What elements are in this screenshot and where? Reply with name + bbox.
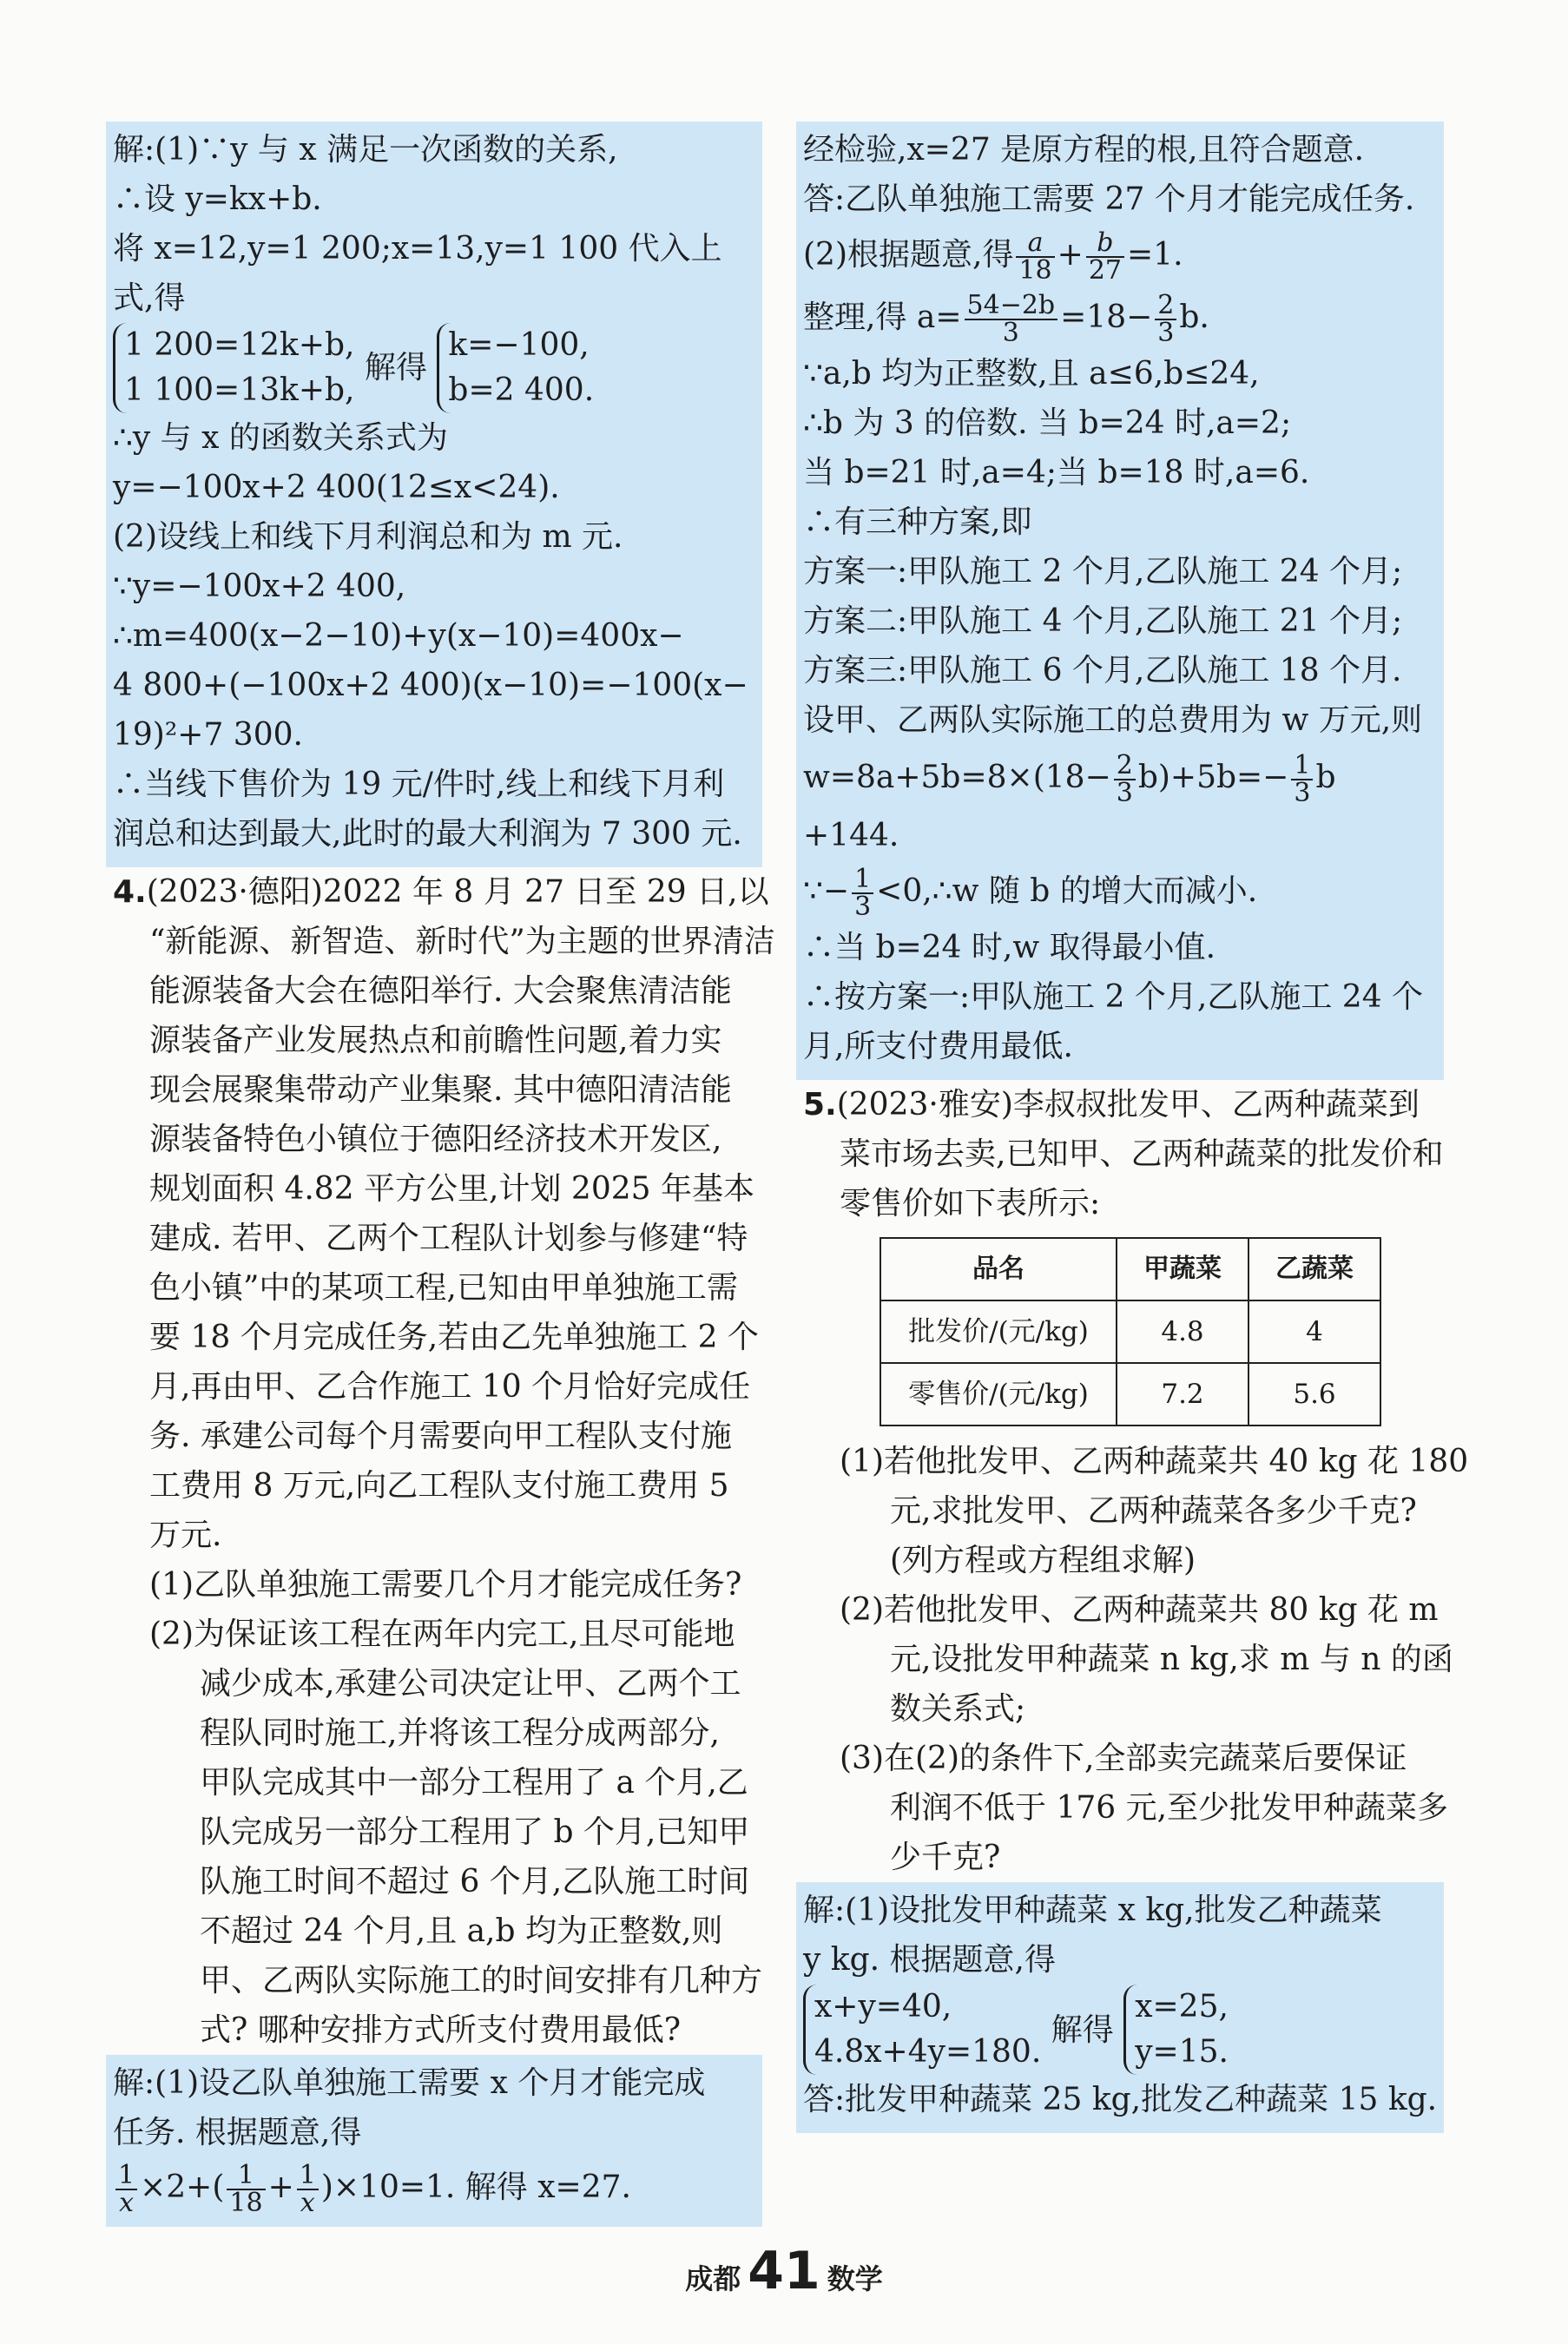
sub-question-line: 队施工时间不超过 6 个月,乙队施工时间: [200, 1864, 750, 1900]
sub-question-line: 利润不低于 176 元,至少批发甲种蔬菜多: [890, 1790, 1449, 1826]
question-line: 能源装备大会在德阳举行. 大会聚焦清洁能: [149, 973, 732, 1009]
page-footer: [0, 2241, 1568, 2304]
fraction: $\frac{54-2b}{3}$: [965, 293, 1058, 346]
question-line: 万元.: [149, 1518, 222, 1553]
sub-question-line: 甲、乙两队实际施工的时间安排有几种方: [200, 1963, 763, 1998]
fraction: $\frac{1}{x}$: [115, 2163, 137, 2216]
solution-line: ∴b 为 3 的倍数. 当 b=24 时,a=2;: [803, 405, 1292, 441]
footer-subject: 数学: [827, 2262, 883, 2295]
solution-line: 解:(1)∵y 与 x 满足一次函数的关系,: [113, 132, 618, 168]
fraction: $\frac{2}{3}$: [1155, 293, 1176, 346]
solution-line: ∴当 b=24 时,w 取得最小值.: [803, 930, 1216, 965]
solution-line: 19)²+7 300.: [113, 717, 303, 753]
right-column: [803, 122, 1469, 2133]
question-line: 色小镇”中的某项工程,已知由甲单独施工需: [149, 1270, 738, 1306]
sub-question-1: (1)乙队单独施工需要几个月才能完成任务?: [149, 1567, 742, 1603]
equation-system-row: 1 200=12k+b, 1 100=13k+b, 解得 k=−100, b=2 400.: [113, 323, 755, 413]
equation-line: $\frac{1}{x}$ ×2+( $\frac{1}{18}$ + $\frac{1}{x}$ )×10=1. 解得 x=27.: [113, 2157, 755, 2218]
equation-system-result: k=−100, b=2 400.: [437, 323, 594, 413]
equation-line: ∵− $\frac{1}{3}$ <0,∴w 随 b 的增大而减小.: [803, 864, 1258, 922]
fraction: $\frac{1}{3}$: [852, 866, 873, 920]
question-line: 建成. 若甲、乙两个工程队计划参与修建“特: [149, 1221, 748, 1256]
sub-question-2: (2)为保证该工程在两年内完工,且尽可能地: [149, 1616, 735, 1652]
solution-line: 设甲、乙两队实际施工的总费用为 w 万元,则: [803, 702, 1423, 738]
sub-question-line: (列方程或方程组求解): [890, 1543, 1196, 1578]
solution-q3-block: [106, 122, 762, 867]
equation-line: (2)根据题意,得 $\frac{a}{18}$ + $\frac{b}{27}$ =1.: [803, 227, 1183, 286]
equation-system: 1 200=12k+b, 1 100=13k+b,: [113, 323, 355, 413]
solution-line: 解:(1)设乙队单独施工需要 x 个月才能完成: [113, 2065, 706, 2101]
equation-line: 整理,得 a= $\frac{54-2b}{3}$ =18− $\frac{2}{3}$ b.: [803, 290, 1209, 348]
question-number: 5.: [803, 1087, 837, 1123]
solution-line: 方案三:甲队施工 6 个月,乙队施工 18 个月.: [803, 653, 1402, 688]
equation-system: x+y=40, 4.8x+4y=180.: [803, 1985, 1041, 2075]
question-line: (2023·雅安)李叔叔批发甲、乙两种蔬菜到: [836, 1087, 1420, 1123]
question-line: 务. 承建公司每个月需要向甲工程队支付施: [149, 1419, 732, 1454]
table-header: 甲蔬菜: [1117, 1238, 1248, 1300]
solution-line: ∴按方案一:甲队施工 2 个月,乙队施工 24 个: [803, 979, 1424, 1015]
fraction: $\frac{1}{18}$: [227, 2163, 265, 2216]
table-cell: 5.6: [1248, 1363, 1380, 1425]
question-line: (2023·德阳)2022 年 8 月 27 日至 29 日,以: [146, 874, 769, 910]
sub-question-line: 式? 哪种安排方式所支付费用最低?: [200, 2012, 682, 2048]
equation-system-result: x=25, y=15.: [1123, 1985, 1229, 2075]
left-column: [113, 122, 775, 2227]
table-cell: 批发价/(元/kg): [880, 1300, 1117, 1363]
question-line: “新能源、新智造、新时代”为主题的世界清洁: [149, 924, 775, 959]
question-line: 工费用 8 万元,向乙工程队支付施工费用 5: [149, 1468, 729, 1504]
question-line: 月,再由甲、乙合作施工 10 个月恰好完成任: [149, 1369, 751, 1405]
sub-question-line: 数关系式;: [890, 1691, 1026, 1727]
question-line: 要 18 个月完成任务,若由乙先单独施工 2 个: [149, 1320, 759, 1355]
table-cell: 4.8: [1117, 1300, 1248, 1363]
fraction: $\frac{1}{x}$: [297, 2163, 319, 2216]
price-table: [880, 1237, 1381, 1426]
sub-question-2: (2)若他批发甲、乙两种蔬菜共 80 kg 花 m: [840, 1592, 1439, 1628]
solution-line: y kg. 根据题意,得: [803, 1942, 1056, 1978]
question-line: 规划面积 4.82 平方公里,计划 2025 年基本: [149, 1171, 754, 1207]
sub-question-line: 程队同时施工,并将该工程分成两部分,: [200, 1715, 720, 1751]
solution-line: 方案二:甲队施工 4 个月,乙队施工 21 个月;: [803, 603, 1403, 639]
table-row: [880, 1300, 1380, 1363]
equation-line: w=8a+5b=8×(18− $\frac{2}{3}$ b)+5b=− $\frac{1}{3}$ b: [803, 750, 1336, 808]
question-4: [113, 867, 775, 2055]
solution-line: 经检验,x=27 是原方程的根,且符合题意.: [803, 132, 1365, 168]
solution-line: y=−100x+2 400(12≤x<24).: [113, 470, 560, 505]
table-cell: 7.2: [1117, 1363, 1248, 1425]
solution-line: 方案一:甲队施工 2 个月,乙队施工 24 个月;: [803, 554, 1403, 589]
solution-line: 将 x=12,y=1 200;x=13,y=1 100 代入上: [113, 231, 722, 267]
sub-question-line: 队完成另一部分工程用了 b 个月,已知甲: [200, 1814, 750, 1850]
question-line: 菜市场去卖,已知甲、乙两种蔬菜的批发价和: [840, 1136, 1444, 1172]
solution-line: ∵a,b 均为正整数,且 a≤6,b≤24,: [803, 356, 1260, 392]
sub-question-line: 不超过 24 个月,且 a,b 均为正整数,则: [200, 1913, 723, 1949]
solution-line: ∴y 与 x 的函数关系式为: [113, 420, 448, 456]
table-cell: 零售价/(元/kg): [880, 1363, 1117, 1425]
question-number: 4.: [113, 874, 147, 910]
table-cell: 4: [1248, 1300, 1380, 1363]
solution-line: 解:(1)设批发甲种蔬菜 x kg,批发乙种蔬菜: [803, 1893, 1382, 1928]
table-header: 品名: [880, 1238, 1117, 1300]
solution-line: 任务. 根据题意,得: [113, 2115, 362, 2150]
solution-line: ∴设 y=kx+b.: [113, 181, 322, 217]
page-number: 41: [748, 2241, 820, 2301]
solution-line: 月,所支付费用最低.: [803, 1029, 1073, 1064]
question-line: 源装备特色小镇位于德阳经济技术开发区,: [149, 1122, 722, 1157]
sub-question-line: 元,设批发甲种蔬菜 n kg,求 m 与 n 的函: [890, 1642, 1453, 1677]
table-row: [880, 1363, 1380, 1425]
solution-line: +144.: [803, 818, 899, 853]
solution-q5: [796, 1882, 1444, 2133]
solution-q4-start: [106, 2055, 762, 2227]
sub-question-line: 甲队完成其中一部分工程用了 a 个月,乙: [200, 1765, 748, 1801]
solution-line: 润总和达到最大,此时的最大利润为 7 300 元.: [113, 816, 742, 852]
solution-line: ∴有三种方案,即: [803, 504, 1032, 540]
solution-line: (2)设线上和线下月利润总和为 m 元.: [113, 519, 623, 555]
fraction: $\frac{a}{18}$: [1016, 230, 1054, 284]
solution-line: ∴当线下售价为 19 元/件时,线上和线下月利: [113, 767, 725, 802]
question-line: 源装备产业发展热点和前瞻性问题,着力实: [149, 1023, 722, 1058]
sub-question-1: (1)若他批发甲、乙两种蔬菜共 40 kg 花 180: [840, 1444, 1469, 1479]
solution-line: 答:乙队单独施工需要 27 个月才能完成任务.: [803, 181, 1415, 217]
sub-question-line: 少千克?: [890, 1840, 1001, 1875]
sub-question-3: (3)在(2)的条件下,全部卖完蔬菜后要保证: [840, 1741, 1407, 1776]
solution-line: ∴m=400(x−2−10)+y(x−10)=400x−: [113, 618, 684, 654]
equation-system-row: x+y=40, 4.8x+4y=180. 解得 x=25, y=15.: [803, 1985, 1437, 2075]
sub-question-line: 减少成本,承建公司决定让甲、乙两个工: [200, 1666, 741, 1702]
solution-line: 式,得: [113, 280, 186, 316]
question-line: 零售价如下表所示:: [840, 1186, 1101, 1221]
question-line: 现会展聚集带动产业集聚. 其中德阳清洁能: [149, 1072, 732, 1108]
solution-q4-continued: [796, 122, 1444, 1080]
table-header: 乙蔬菜: [1248, 1238, 1380, 1300]
sub-question-line: 元,求批发甲、乙两种蔬菜各多少千克?: [890, 1493, 1417, 1529]
solution-line: 答:批发甲种蔬菜 25 kg,批发乙种蔬菜 15 kg.: [803, 2082, 1438, 2117]
solution-line: 4 800+(−100x+2 400)(x−10)=−100(x−: [113, 668, 748, 703]
solution-line: 当 b=21 时,a=4;当 b=18 时,a=6.: [803, 455, 1310, 491]
fraction: $\frac{2}{3}$: [1114, 753, 1136, 807]
question-5: [803, 1080, 1469, 1882]
fraction: $\frac{b}{27}$: [1086, 230, 1124, 284]
footer-city: 成都: [685, 2262, 741, 2295]
solution-line: ∵y=−100x+2 400,: [113, 569, 406, 604]
fraction: $\frac{1}{3}$: [1291, 753, 1313, 807]
table-header-row: [880, 1238, 1380, 1300]
